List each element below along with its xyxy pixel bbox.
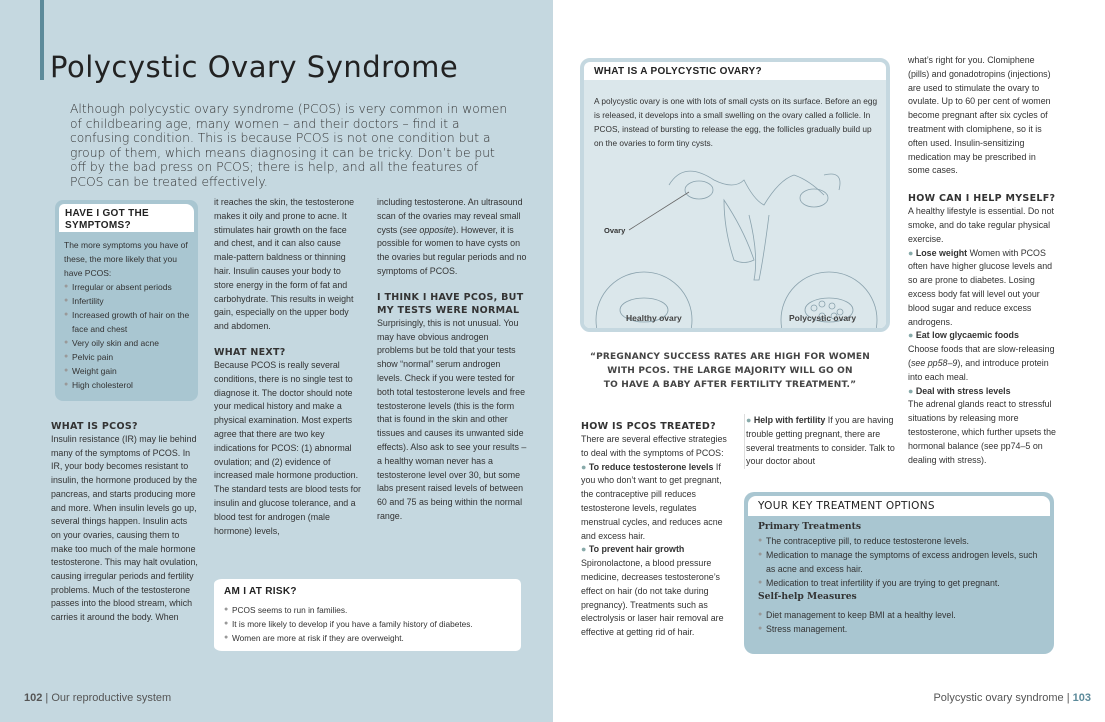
symptoms-intro: The more symptoms you have of these, the more likely that you have PCOS:	[64, 240, 188, 278]
list-item: ● Women are more at risk if they are overweight.	[224, 631, 519, 645]
options-box-heading	[748, 496, 1050, 516]
fallopian-tube	[669, 171, 794, 205]
uterus	[749, 215, 769, 280]
treatment-b1-text: If you who don’t want to get pregnant, the contraceptive pill reduces testosterone levels, regulates menstrual cycles, and reduces acne and excess hair.	[581, 461, 723, 541]
title-accent-bar	[40, 0, 44, 80]
options-body	[758, 520, 1048, 636]
treatment-b2-text: Spironolactone, a blood pressure medicine, decreases testosterone’s effect on hair (do not take during pregnancy). Treatments such as electrolysis or laser hair removal are effective at getting rid of hair.	[581, 558, 724, 638]
what-is-pcos-section	[51, 420, 199, 625]
pull-quote	[580, 350, 880, 392]
right-col-text1: what’s right for you. Clomiphene (pills) and gonadotropins (injections) are used to stimulate the ovary to ovulate. Up to 60 per cent of women become pregnant after six cycles of treatment with clomiphene, so it is often used. Insulin-sensitizing medication may be prescribed in some cases.	[908, 55, 1051, 176]
ovary-box-text: A polycystic ovary is one with lots of small cysts on its surface. Before an egg is released, it develops into a small swelling on the ovary called a follicle. In PCOS, instead of bursting to release the egg, the follicles gradually build up on the ovaries to form tiny cysts.	[594, 96, 878, 149]
label-ovary: Ovary	[604, 226, 626, 235]
treatment-heading: HOW IS PCOS TREATED?	[581, 421, 716, 432]
col3-text1a: including testosterone. An ultrasound scan of the ovaries may reveal small cysts (	[377, 197, 523, 235]
intro-paragraph: Although polycystic ovary syndrome (PCOS) is very common in women of childbearing age, many women – and their doctors – find it a confusing condition. This is because PCOS is not one condition but a group of them, which means diagnosing it can be tricky. Don’t be put off by the bad press on PCOS; there is help, and all the features of PCOS can be treated effectively.	[70, 102, 508, 189]
page-number-left: 102	[24, 692, 43, 704]
ovary-shape	[685, 181, 713, 199]
primary-list	[758, 534, 1048, 590]
page-number-right: 103	[1072, 692, 1091, 704]
what-is-pcos-text: Insulin resistance (IR) may lie behind many of the symptoms of PCOS. In IR, your body becomes resistant to insulin, the hormone produced by the pancreas, and starts producing more and more. When insulin levels go up, several things happen. Insulin acts on your ovaries, causing them to make too much of the male hormone testosterone. This may halt ovulation, causing irregular periods and fertility problems. Much of the testosterone passes into the blood stream, which carries it around the body. When	[51, 434, 198, 623]
help-b2-text-a: Choose foods that are slow-releasing (	[908, 344, 1055, 368]
treatment-bullet-1: ● To reduce testosterone levels If you who don’t want to get pregnant, the contraceptive pill reduces testosterone levels, regulates menstrual cycles, and reduces acne and excess hair.	[581, 461, 723, 541]
list-item: ● Stress management.	[758, 622, 1048, 636]
list-item: ● Irregular or absent periods	[64, 280, 192, 294]
treatment-intro: There are several effective strategies to deal with the symptoms of PCOS:	[581, 434, 727, 458]
list-item: ● Pelvic pain	[64, 350, 192, 364]
selfhelp-title: Self-help Measures	[758, 591, 857, 602]
normal-tests-heading	[377, 291, 527, 317]
ovary-illustration	[584, 80, 886, 328]
selfhelp-list	[758, 608, 1048, 636]
help-b2: ● Eat low glycaemic foods	[908, 330, 1019, 341]
what-is-pcos-heading: WHAT IS PCOS?	[51, 421, 138, 432]
options-heading-text: YOUR KEY TREATMENT OPTIONS	[758, 500, 935, 512]
list-item: ● High cholesterol	[64, 378, 192, 392]
help-b2-text-b: ), and introduce protein into each meal.	[908, 357, 1049, 382]
fertility-body: If you are having trouble getting pregnant, there are several treatments to consider. Talk to your doctor about	[746, 415, 895, 467]
col3-text1	[377, 196, 527, 279]
list-item: ● Medication to treat infertility if you are trying to get pregnant.	[758, 576, 1048, 590]
symptoms-box-body	[64, 238, 192, 392]
footer-right: Polycystic ovary syndrome | 103	[933, 692, 1091, 704]
help-myself-heading: HOW CAN I HELP MYSELF?	[908, 193, 1056, 205]
footer-left: 102 | Our reproductive system	[24, 692, 172, 704]
help-b1-text: Women with PCOS often have higher glucose levels and so are prone to diabetes. Losing excess body fat will level out your blood sugar and reduce excess androgens.	[908, 247, 1053, 327]
column-2	[214, 196, 362, 538]
primary-treatments-title: Primary Treatments	[758, 521, 862, 532]
normal-tests-heading-line2: MY TESTS WERE NORMAL	[377, 304, 520, 316]
list-item: ● Weight gain	[64, 364, 192, 378]
col3-text2: Surprisingly, this is not unusual. You may have obvious androgen problems but be told that your tests show “normal” serum androgen levels. Check if you were tested for both total testosterone levels and free testosterone levels (this is the form that is found in the skin and other tissues and causes its unwanted side effects). Also ask to see your results – a healthy woman never has a testosterone level over 30, but some labs present raised levels of between 60 and 75 as being within the normal range.	[377, 317, 527, 521]
list-item: ● The contraceptive pill, to reduce testosterone levels.	[758, 534, 1048, 548]
ovary-diagram-box	[580, 58, 890, 332]
treatment-b1-title: To reduce testosterone levels	[588, 461, 714, 472]
col3-ref: see opposite	[402, 224, 453, 235]
quote-line1: “PREGNANCY SUCCESS RATES ARE HIGH FOR WOMEN	[590, 352, 870, 362]
quote-line3: TO HAVE A BABY AFTER FERTILITY TREATMENT.”	[603, 380, 857, 390]
ovary-box-heading: WHAT IS A POLYCYSTIC OVARY?	[594, 66, 762, 77]
list-item: ● Diet management to keep BMI at a healthy level.	[758, 608, 1048, 622]
fertility-title: Help with fertility	[753, 415, 826, 425]
label-polycystic-ovary: Polycystic ovary	[789, 313, 857, 323]
what-next-heading: WHAT NEXT?	[214, 346, 286, 358]
treatment-options-box	[744, 492, 1054, 654]
treatment-bullet-2: ● To prevent hair growth	[581, 544, 685, 555]
help-b2-body	[908, 343, 1058, 384]
fertility-section	[744, 414, 896, 469]
help-b1-title: Lose weight	[915, 247, 968, 258]
help-b2-ref: see pp58–9	[910, 357, 958, 368]
page-title: Polycystic Ovary Syndrome	[50, 50, 459, 84]
symptoms-heading-line2: SYMPTOMS?	[65, 220, 131, 231]
list-item: ● It is more likely to develop if you have a family history of diabetes.	[224, 617, 519, 631]
treatment-section	[581, 420, 731, 640]
help-b3-title: Deal with stress levels	[915, 385, 1011, 396]
normal-tests-heading-line1: I THINK I HAVE PCOS, BUT	[377, 291, 524, 303]
symptoms-list	[64, 280, 192, 392]
help-b3: ● Deal with stress levels	[908, 385, 1011, 396]
risk-box	[214, 576, 524, 654]
col2-text2: Because PCOS is really several conditions, there is no single test to diagnose it. The doctor should note your medical history and make a physical examination. Most experts agree that there are two key indications for PCOS: (1) abnormal ovulation; and (2) evidence of increased male hormone production. The standard tests are blood tests for insulin and glucose tolerance, and a blood test for androgen (male hormone) levels,	[214, 359, 362, 536]
treatment-b2-title: To prevent hair growth	[588, 544, 685, 555]
col3-text1b: ). However, it is possible for women to have cysts on the ovaries but regular periods and no symptoms of PCOS.	[377, 224, 527, 276]
col2-text1: it reaches the skin, the testosterone makes it oily and prone to acne. It stimulates hair growth on the face and chest, and it can also cause male-pattern baldness or thinning hair. Insulin causes your body to store energy in the form of fat and carbohydrate. This results in weight gain, especially on the upper body and abdomen.	[214, 197, 355, 332]
help-b3-text: The adrenal glands react to stressful situations by releasing more testosterone, which further upsets the hormonal balance (see pp74–5 on dealing with stress).	[908, 399, 1056, 465]
risk-list	[224, 603, 519, 645]
quote-line2: WITH PCOS. THE LARGE MAJORITY WILL GO ON	[607, 366, 853, 376]
list-item: ● Medication to manage the symptoms of excess androgen levels, such as acne and excess hair.	[758, 548, 1048, 576]
fertility-text: ● Help with fertility If you are having trouble getting pregnant, there are several treatments to consider. Talk to your doctor about	[746, 415, 895, 467]
help-b1: ● Lose weight Women with PCOS often have higher glucose levels and so are prone to diabetes. Losing excess body fat will level out your blood sugar and reduce excess androgens.	[908, 247, 1053, 327]
symptoms-box	[55, 200, 198, 401]
list-item: ● PCOS seems to run in families.	[224, 603, 519, 617]
risk-box-heading: AM I AT RISK?	[224, 586, 297, 597]
footer-section-left: Our reproductive system	[51, 692, 172, 704]
help-b2-title: Eat low glycaemic foods	[915, 330, 1019, 341]
symptoms-heading-line1: HAVE I GOT THE	[65, 208, 150, 219]
ovary-diagram-area	[584, 80, 886, 328]
right-column	[908, 54, 1058, 467]
column-3	[377, 196, 527, 524]
help-myself-intro: A healthy lifestyle is essential. Do not smoke, and do take regular physical exercise.	[908, 206, 1055, 244]
list-item: ● Infertility	[64, 294, 192, 308]
list-item: ● Increased growth of hair on the face and chest	[64, 308, 192, 336]
label-healthy-ovary: Healthy ovary	[626, 313, 682, 323]
symptoms-box-heading	[59, 204, 194, 232]
list-item: ● Very oily skin and acne	[64, 336, 192, 350]
footer-section-right: Polycystic ovary syndrome	[933, 692, 1064, 704]
